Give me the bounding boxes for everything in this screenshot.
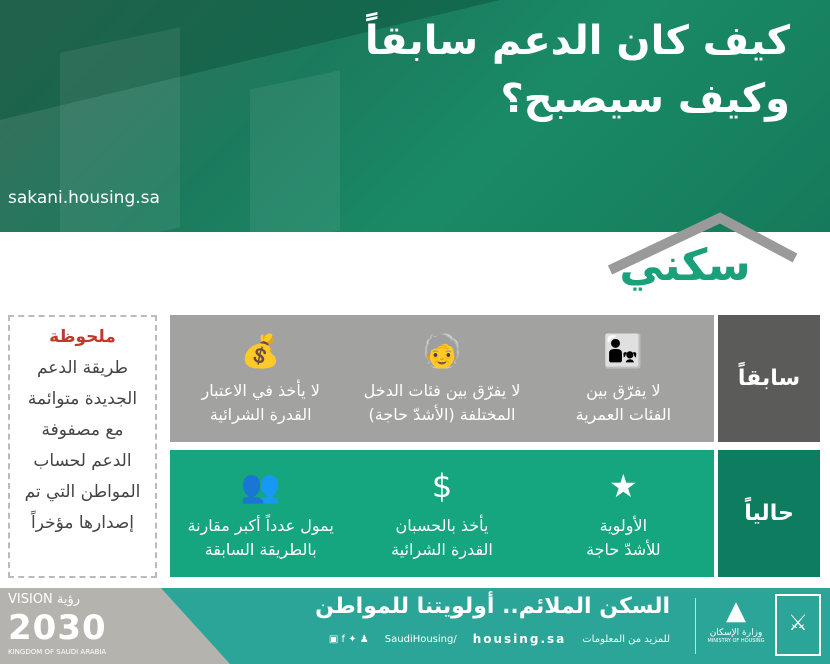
coins-icon: $ — [431, 467, 453, 505]
item-line: القدرة الشرائية — [391, 540, 493, 559]
item-line: بالطريقة السابقة — [204, 540, 317, 559]
note-line: مع مصفوفة — [41, 420, 124, 440]
note-heading: ملحوظة — [49, 327, 116, 347]
ministry-name-en: MINISTRY OF HOUSING — [707, 638, 765, 644]
kingdom-label: KINGDOM OF SAUDI ARABIA — [8, 648, 107, 656]
social-handle[interactable]: /SaudiHousing — [384, 633, 457, 645]
now-item — [351, 450, 532, 577]
website-link[interactable]: sakani.housing.sa — [8, 188, 160, 208]
note-box — [8, 315, 157, 578]
header-banner — [0, 0, 830, 232]
divider — [695, 598, 696, 654]
item-line: لا يأخذ في الاعتبار — [201, 381, 320, 400]
item-line: لا يفرّق بين — [586, 381, 661, 400]
emblem-icon: ⚔ — [775, 594, 821, 656]
before-item — [170, 315, 351, 442]
item-line: يمول عدداً أكبر مقارنة — [187, 516, 334, 535]
note-line: الجديدة متوائمة — [27, 389, 138, 409]
social-icons: ♟ ✦ f ▣ — [328, 633, 369, 645]
before-item — [351, 315, 532, 442]
note-line: طريقة الدعم — [36, 358, 129, 378]
before-row — [170, 315, 820, 442]
before-item — [533, 315, 714, 442]
vision-2030-logo: 2030 — [8, 608, 107, 648]
title-line-1: كيف كان الدعم سابقاً — [364, 18, 790, 64]
note-line: المواطن التي تم — [24, 482, 141, 502]
item-line: القدرة الشرائية — [209, 405, 312, 424]
item-line: المختلفة (الأشدّ حاجة) — [368, 405, 516, 424]
page-title — [365, 12, 790, 128]
now-row — [170, 450, 820, 577]
domain-link[interactable]: housing.sa — [472, 632, 567, 646]
sakani-logo: سكني — [619, 240, 751, 291]
now-label: حالياً — [718, 450, 820, 577]
vision-label: VISION رؤية — [8, 592, 81, 607]
note-line: الدعم لحساب — [33, 451, 132, 471]
building-icon: ▲ — [726, 596, 746, 626]
footer — [0, 588, 830, 664]
item-line: يأخذ بالحسبان — [395, 516, 489, 535]
elderly-icon: 🧓 — [422, 332, 462, 370]
star-icon: ★ — [609, 467, 638, 505]
ministry-name: وزارة الإسكان — [709, 628, 763, 638]
note-line: إصدارها مؤخراً — [30, 513, 135, 533]
item-line: للأشدّ حاجة — [586, 540, 661, 559]
title-line-2: وكيف سيصبح؟ — [500, 76, 790, 122]
before-label: سابقاً — [718, 315, 820, 442]
now-item — [533, 450, 714, 577]
item-line: الفئات العمرية — [575, 405, 672, 424]
ministry-logo — [705, 594, 767, 644]
people-icon: 👥 — [240, 467, 281, 505]
item-line: لا يفرّق بين فئات الدخل — [363, 381, 521, 400]
now-item — [170, 450, 351, 577]
more-info-label: للمزيد من المعلومات — [582, 633, 670, 645]
note-body — [10, 353, 155, 539]
money-bag-icon: 💰 — [240, 332, 281, 370]
slogan: السكن الملائم.. أولويتنا للمواطن — [315, 594, 670, 619]
contact-info — [329, 632, 670, 646]
family-icon: 👨‍👧 — [603, 332, 644, 370]
item-line: الأولوية — [599, 516, 648, 535]
